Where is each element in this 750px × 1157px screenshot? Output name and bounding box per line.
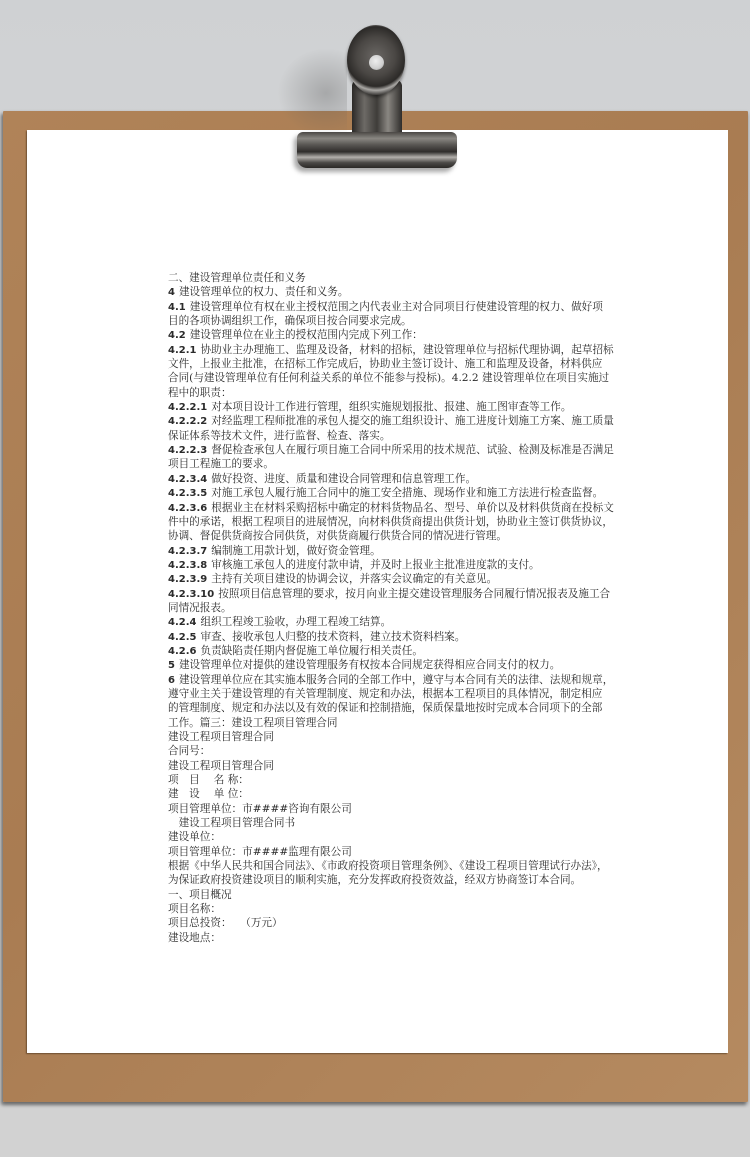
line-text: 做好投资、进度、质量和建设合同管理和信息管理工作。 [211,472,477,485]
line-text: 编制施工用款计划，做好资金管理。 [211,544,381,557]
clause-number: 4.2.4 [168,617,197,629]
clause-number: 4.2.3.6 [168,502,208,514]
document-line [168,601,588,615]
line-text: 审核施工承包人的进度付款申请，并及时上报业主批准进度款的支付。 [211,558,540,571]
line-text: 合同(与建设管理单位有任何利益关系的单位不能参与投标)。4.2.2 建设管理单位在项目实施过 [168,372,610,385]
clause-number: 4.2.2.3 [168,445,208,457]
document-line [168,630,588,644]
document-line [168,271,588,285]
document-line [168,816,588,830]
line-text: 程中的职责： [168,386,232,399]
document-line [168,457,588,471]
document-line [168,371,610,385]
clause-number: 6 [168,674,175,686]
line-text: 项目工程施工的要求。 [168,458,274,471]
line-text: 建设工程项目管理合同 [168,731,274,743]
line-text: 工作。篇三：建设工程项目管理合同 [168,716,338,729]
line-text: 协助业主办理施工、监理及设备，材料的招标，建设管理单位与招标代理协调，起草招标 [200,343,614,356]
line-text: 督促检查承包人在履行项目施工合同中所采用的技术规范、试验、检测及标准是否满足 [211,444,614,457]
clip-base [297,132,457,168]
clause-number: 4.2.3.7 [168,545,208,557]
document-line [168,343,614,357]
clause-number: 4.2.2.2 [168,416,208,428]
line-text: 项目管理单位：市####咨询有限公司 [168,802,352,815]
line-text: 负责缺陷责任期内督促施工单位履行相关责任。 [200,644,423,657]
clause-number: 4.2.1 [168,344,197,356]
clause-number: 4.2.6 [168,645,197,657]
document-line [168,515,613,529]
document-line [168,572,588,586]
document-line [168,400,588,414]
line-text: 文件，上报业主批准，在招标工作完成后，协助业主签订设计、施工和监理及设备，材料供应 [168,358,603,371]
document-line [168,902,588,916]
document-line [168,658,588,672]
document-line [168,730,588,744]
clause-number: 4.1 [168,301,186,313]
line-text: 建设管理单位在业主的授权范围内完成下列工作： [189,329,423,342]
document-line [168,687,603,701]
document-line [168,544,588,558]
document-line [168,759,588,773]
line-text: 建 设 单 位： [168,788,249,801]
document-line [168,328,588,342]
line-text: 审查、接收承包人归整的技术资料，建立技术资料档案。 [200,630,466,643]
document-line [168,501,614,515]
clause-number: 4.2.3.10 [168,588,215,600]
clause-number: 4.2.5 [168,631,197,643]
document-line [168,773,588,787]
document-line [168,529,588,543]
line-text: 建设管理单位的权力、责任和义务。 [178,286,349,299]
line-text: 二、建设管理单位责任和义务 [168,272,306,284]
line-text: 对施工承包人履行施工合同中的施工安全措施、现场作业和施工方法进行检查监督。 [211,487,604,500]
document-line [168,443,614,457]
line-text: 建设管理单位应在其实施本服务合同的全部工作中，遵守与本合同有关的法律、法规和规章， [178,673,614,686]
document-line [168,830,588,844]
document-line [168,644,588,658]
document-line [168,673,614,687]
line-text: 遵守业主关于建设管理的有关管理制度、规定和办法，根据本工程项目的具体情况，制定相应 [168,687,603,700]
line-text: 项目名称： [168,903,221,916]
line-text: 根据业主在材料采购招标中确定的材料货物品名、型号、单价以及材料供货商在投标文 [211,501,614,514]
binder-clip-icon [285,18,465,173]
line-text: 建设工程项目管理合同 [168,759,274,772]
line-text: 保证体系等技术文件，进行监督、检查、落实。 [168,429,391,442]
line-text: 建设管理单位对提供的建设管理服务有权按本合同规定获得相应合同支付的权力。 [178,659,561,672]
line-text: 目的各项协调组织工作，确保项目按合同要求完成。 [168,315,412,328]
line-text: 协调、督促供货商按合同供货，对供货商履行供货合同的情况进行管理。 [168,530,507,543]
document-line [168,931,588,945]
clause-number: 4.2.2.1 [168,402,208,414]
line-text: 项 目 名 称： [168,774,249,787]
document-line [168,787,588,801]
document-line [168,859,608,873]
document-line [168,701,603,715]
line-text: 合同号： [168,745,211,758]
clause-number: 4.2.3.8 [168,559,208,571]
document-line [168,486,604,500]
clause-number: 4 [168,287,175,299]
document-line [168,429,588,443]
line-text: 主持有关项目建设的协调会议，并落实会议确定的有关意见。 [211,573,498,586]
line-text: 同情况报表。 [168,601,232,614]
document-line [168,615,588,629]
clip-hole [369,55,384,70]
document-line [168,802,588,816]
line-text: 项目总投资： （万元） [168,917,283,930]
line-text: 为保证政府投资建设项目的顺利实施，充分发挥政府投资效益，经双方协商签订本合同。 [168,874,582,887]
clause-number: 5 [168,660,175,672]
document-line [168,314,588,328]
line-text: 建设工程项目管理合同书 [168,817,296,830]
clip-shadow [277,48,347,138]
line-text: 建设地点： [168,931,221,944]
line-text: 按照项目信息管理的要求，按月向业主提交建设管理服务合同履行情况报表及施工合 [218,587,611,600]
line-text: 一、项目概况 [168,888,232,901]
document-line [168,873,588,887]
document-line [168,386,588,400]
line-text: 件中的承诺，根据工程项目的进展情况，向材料供货商提出供货计划，协助业主签订供货协议， [168,515,613,528]
document-line [168,845,588,859]
line-text: 组织工程竣工验收，办理工程竣工结算。 [200,616,392,629]
document-line [168,587,611,601]
document-text-body [168,271,614,945]
document-line [168,716,588,730]
document-line [168,285,588,299]
document-line [168,300,603,314]
document-line [168,357,603,371]
clause-number: 4.2.3.9 [168,574,208,586]
document-line [168,888,588,902]
line-text: 项目管理单位：市####监理有限公司 [168,845,352,858]
clause-number: 4.2.3.4 [168,473,208,485]
clause-number: 4.2.3.5 [168,488,208,500]
line-text: 对经监理工程师批准的承包人提交的施工组织设计、施工进度计划施工方案、施工质量 [211,415,614,428]
line-text: 根据《中华人民共和国合同法》、《市政府投资项目管理条例》、《建设工程项目管理试行办法》， [168,860,608,873]
line-text: 的管理制度、规定和办法以及有效的保证和控制措施，保质保量地按时完成本合同项下的全部 [168,702,603,715]
clause-number: 4.2 [168,330,186,342]
document-line [168,558,588,572]
document-line [168,472,588,486]
line-text: 建设管理单位有权在业主授权范围之内代表业主对合同项目行使建设管理的权力、做好项 [189,300,603,313]
document-line [168,916,588,930]
line-text: 对本项目设计工作进行管理，组织实施规划报批、报建、施工图审查等工作。 [211,401,572,414]
line-text: 建设单位： [168,831,221,844]
document-line [168,744,588,758]
document-line [168,414,614,428]
